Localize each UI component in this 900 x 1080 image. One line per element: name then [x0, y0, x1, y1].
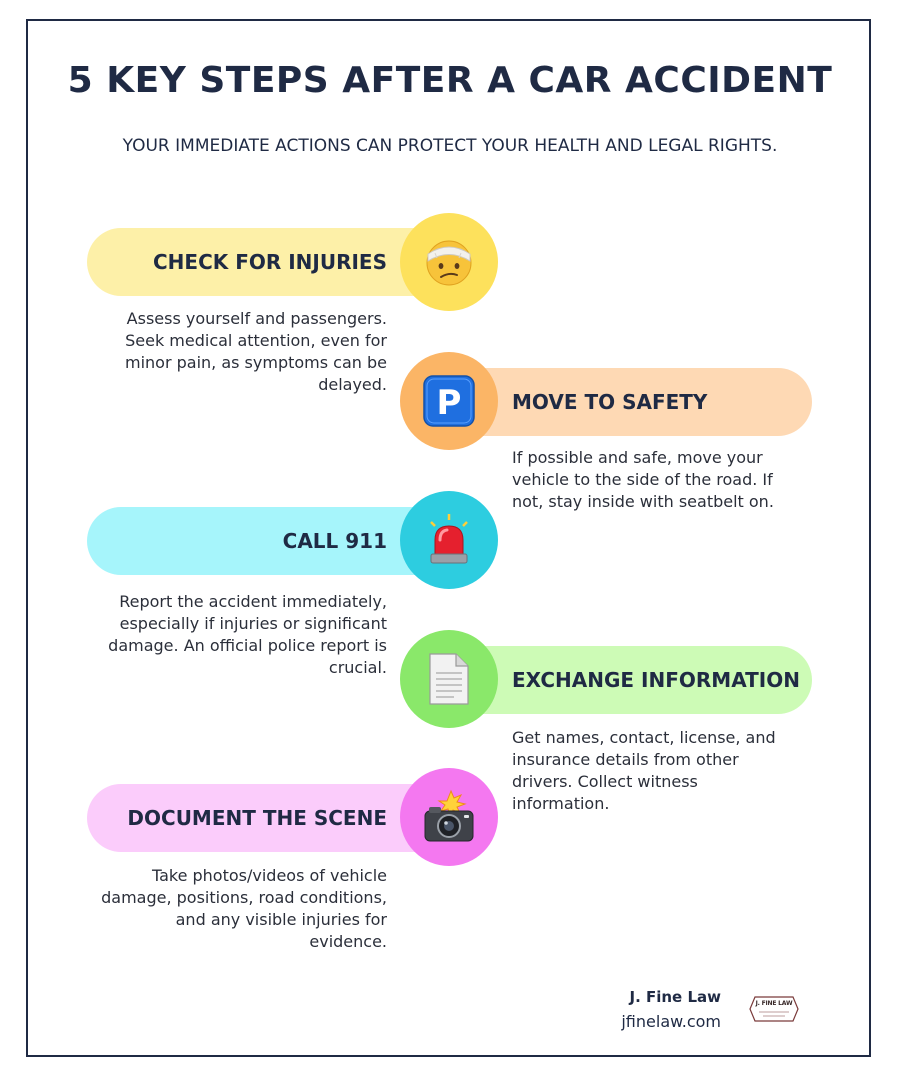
step-circle-check-for-injuries: [400, 213, 498, 311]
step-circle-call-911: [400, 491, 498, 589]
step-circle-exchange-information: [400, 630, 498, 728]
page-title: 5 KEY STEPS AFTER A CAR ACCIDENT: [67, 60, 833, 101]
camera-flash-icon: [421, 789, 477, 845]
step-description: Report the accident immediately, especially if injuries or significant damage. An official police report is crucial.: [108, 592, 387, 677]
step-label: CALL 911: [282, 529, 387, 553]
step-description: If possible and safe, move your vehicle to the side of the road. If not, stay inside with seatbelt on.: [512, 448, 774, 511]
step-label: DOCUMENT THE SCENE: [127, 806, 387, 830]
step-description: Get names, contact, license, and insurance details from other drivers. Collect witness information.: [512, 728, 776, 813]
parking-sign-icon: [422, 374, 476, 428]
police-light-icon: [421, 512, 477, 568]
step-description: Take photos/videos of vehicle damage, positions, road conditions, and any visible injuries for evidence.: [101, 866, 387, 951]
step-circle-move-to-safety: [400, 352, 498, 450]
bandaged-face-icon: [421, 234, 477, 290]
step-label: CHECK FOR INJURIES: [152, 250, 387, 274]
document-icon: [424, 651, 474, 707]
svg-text:P: P: [436, 383, 462, 423]
footer-brand: J. Fine Law: [629, 988, 721, 1006]
step-label: MOVE TO SAFETY: [512, 390, 708, 414]
step-description: Assess yourself and passengers. Seek medical attention, even for minor pain, as symptoms can be delayed.: [124, 309, 387, 394]
page-subtitle: YOUR IMMEDIATE ACTIONS CAN PROTECT YOUR HEALTH AND LEGAL RIGHTS.: [122, 136, 778, 156]
step-label: EXCHANGE INFORMATION: [512, 668, 800, 692]
brand-logo: [749, 995, 799, 1023]
logo-text: J. FINE LAW: [755, 1000, 793, 1007]
step-circle-document-the-scene: [400, 768, 498, 866]
footer-url[interactable]: jfinelaw.com: [621, 1012, 721, 1031]
